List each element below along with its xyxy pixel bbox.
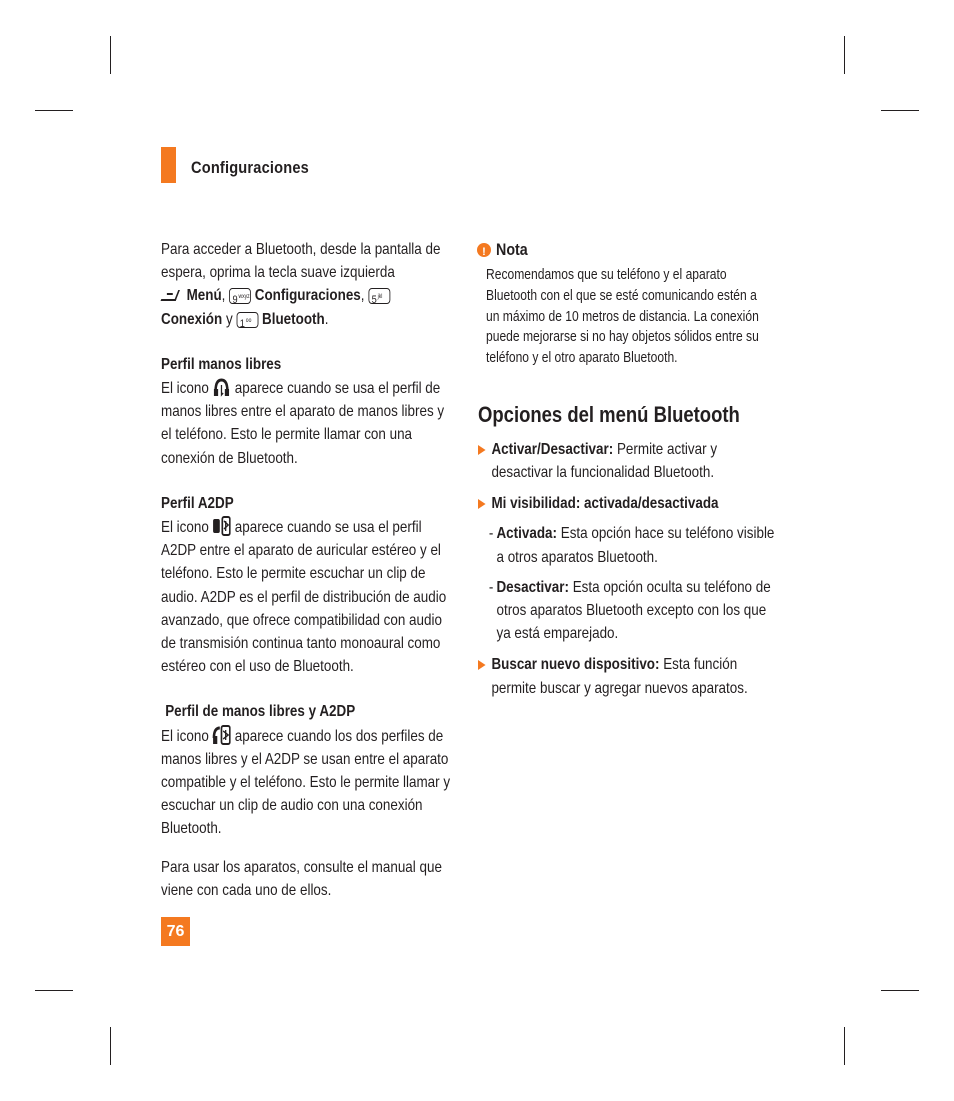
item-text: Permite activar y desactivar la funcionalidad Bluetooth.: [491, 440, 718, 481]
bluetooth-label: Bluetooth: [262, 310, 325, 328]
handsfree-title: Perfil manos libres: [161, 355, 282, 373]
item-label: Buscar nuevo dispositivo:: [491, 656, 660, 674]
key-9-label: 9: [232, 294, 238, 307]
subitem-activada: [478, 522, 782, 568]
right-column: [478, 238, 856, 700]
item-label: Mi visibilidad: activada/desactivada: [491, 495, 719, 513]
a2dp-paragraph: [161, 515, 451, 678]
key-5-sub: jkl: [377, 294, 383, 301]
crop-mark: [844, 1027, 845, 1065]
page-number: 76: [161, 917, 190, 946]
note-title: Nota: [496, 240, 528, 259]
icon-pre: El icono: [161, 727, 209, 745]
handsfree-paragraph: [161, 376, 451, 470]
crop-mark: [844, 36, 845, 74]
crop-mark: [110, 36, 111, 74]
config-label: Configuraciones: [254, 287, 361, 305]
subitem-text: Esta opción oculta su teléfono de otros aparatos Bluetooth excepto con los que ya está emparejado.: [496, 578, 771, 643]
intro-paragraph: [161, 238, 447, 331]
handsfree-a2dp-icon: [213, 724, 231, 746]
key-9-icon: [229, 288, 251, 307]
stereo-headset-icon: [213, 515, 231, 537]
crop-mark: [35, 110, 73, 111]
crop-mark: [881, 110, 919, 111]
key-5-icon: [368, 288, 390, 307]
menu-item-buscar: [478, 653, 777, 699]
key-5-label: 5: [371, 294, 377, 307]
item-text: Esta función permite buscar y agregar nuevos aparatos.: [491, 656, 748, 697]
punct: ,: [221, 287, 226, 305]
footer-paragraph: Para usar los aparatos, consulte el manual que viene con cada uno de ellos.: [161, 858, 442, 899]
key-1-sub: oo: [245, 317, 252, 324]
note-body: Recomendamos que su teléfono y el aparato Bluetooth con el que se esté comunicando estén a un máximo de 10 metros de distancia. La conexión puede mejorarse si no hay objetos sólidos entre su teléfono y el otro aparato Bluetooth.: [486, 267, 759, 367]
note-heading: [477, 238, 856, 261]
triangle-bullet-icon: [478, 499, 486, 509]
headset-icon: [213, 376, 231, 398]
icon-post: aparece cuando se usa el perfil de manos libres entre el aparato de manos libres y el teléfono. Esto le permite llamar con una conexión de Bluetooth.: [161, 380, 445, 467]
key-9-sub: wxyz: [238, 294, 250, 301]
warning-icon: [477, 243, 491, 257]
crop-mark: [881, 990, 919, 991]
key-1-label: 1: [239, 317, 245, 330]
dash: -: [488, 525, 494, 543]
punct: ,: [360, 287, 365, 305]
left-column: [161, 238, 506, 902]
a2dp-title: Perfil A2DP: [161, 494, 234, 512]
triangle-bullet-icon: [478, 660, 486, 670]
dash: -: [488, 578, 494, 596]
subitem-label: Desactivar:: [496, 578, 569, 596]
punct: .: [324, 310, 329, 328]
item-label: Activar/Desactivar:: [491, 440, 614, 458]
icon-post: aparece cuando los dos perfiles de manos libres y el A2DP se usan entre el aparato compatible y el teléfono. Esto le permite llamar y escuchar un clip de audio con una conexión Bluetooth.: [161, 727, 451, 838]
conexion-label: Conexión: [161, 310, 223, 328]
key-1-icon: [236, 312, 258, 328]
menu-title: Opciones del menú Bluetooth: [478, 401, 740, 427]
subitem-label: Activada:: [496, 525, 557, 543]
subitem-desactivar: [478, 576, 782, 646]
menu-label: Menú: [186, 287, 222, 305]
both-paragraph: [161, 724, 451, 841]
section-title: Configuraciones: [191, 158, 309, 177]
subitem-text: Esta opción hace su teléfono visible a otros aparatos Bluetooth.: [496, 525, 775, 566]
menu-item-activar: [478, 438, 777, 484]
conjunction: y: [225, 310, 233, 328]
both-title: Perfil de manos libres y A2DP: [165, 703, 356, 721]
crop-mark: [35, 990, 73, 991]
crop-mark: [110, 1027, 111, 1065]
icon-pre: El icono: [161, 519, 209, 537]
triangle-bullet-icon: [478, 445, 486, 455]
icon-pre: El icono: [161, 380, 209, 398]
softkey-icon: [161, 287, 183, 303]
icon-post: aparece cuando se usa el perfil A2DP entre el aparato de auricular estéreo y el teléfono. Esto le permite escuchar un clip de audio. A2DP es el perfil de distribución de audio avanzado, que ofrece compatibilidad con audio de transmisión continua tanto monoaural como estéreo con el uso de Bluetooth.: [161, 519, 447, 676]
intro-text: Para acceder a Bluetooth, desde la pantalla de espera, oprima la tecla suave izquierda: [161, 241, 441, 282]
section-marker: [161, 147, 176, 183]
menu-item-visibilidad: [478, 492, 777, 515]
